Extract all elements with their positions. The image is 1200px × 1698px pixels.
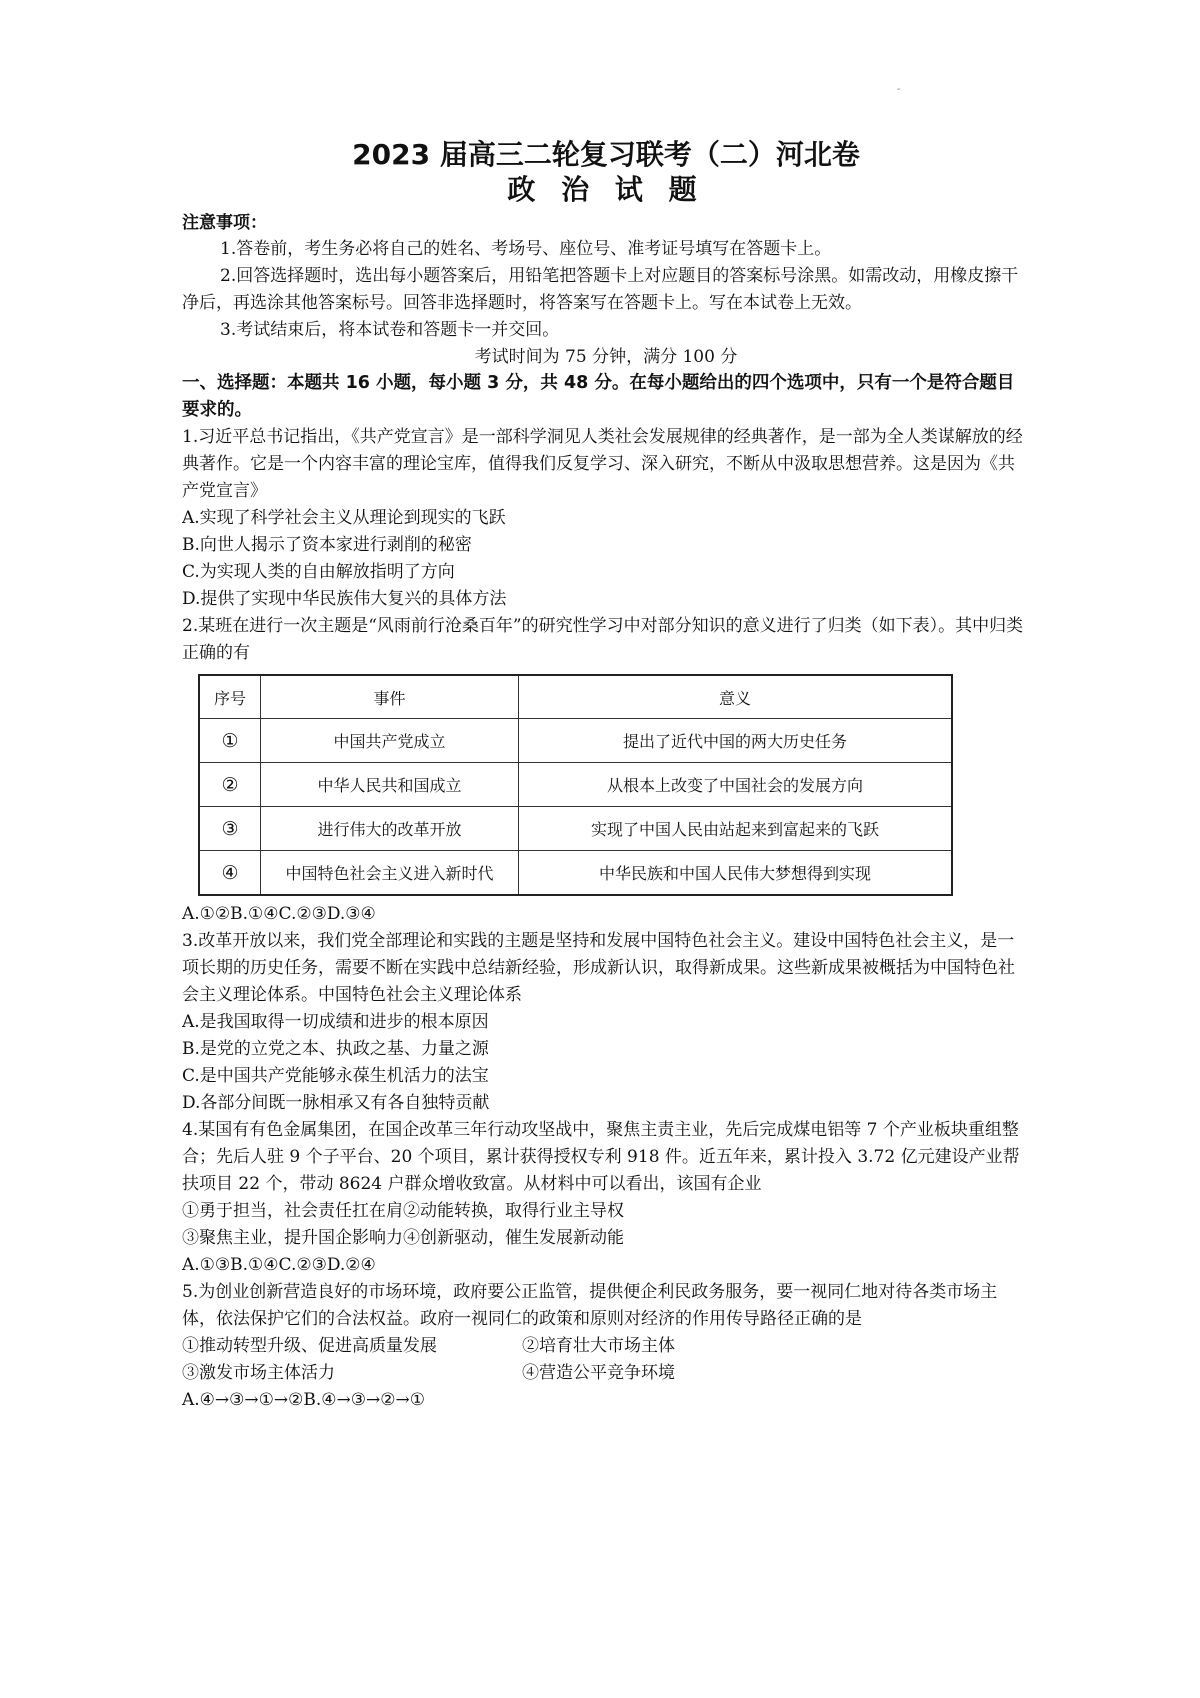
table-cell-meaning: 中华民族和中国人民伟大梦想得到实现	[519, 851, 953, 896]
question-4-items-1: ①勇于担当，社会责任扛在肩②动能转换，取得行业主导权	[182, 1201, 624, 1221]
table-cell-index: ③	[199, 807, 261, 851]
exam-subtitle: 政 治 试 题	[507, 173, 705, 206]
notice-item-1: 1.答卷前，考生务必将自己的姓名、考场号、座位号、准考证号填写在答题卡上。	[220, 239, 832, 259]
exam-title: 2023 届高三二轮复习联考（二）河北卷	[352, 138, 860, 171]
question-1-option-a: A.实现了科学社会主义从理论到现实的飞跃	[182, 508, 506, 528]
question-5-items-row-2	[182, 1360, 1030, 1387]
question-5-answers: A.④→③→①→②B.④→③→②→①	[182, 1390, 425, 1410]
question-2-stem: 2.某班在进行一次主题是“风雨前行沧桑百年”的研究性学习中对部分知识的意义进行了归类（如下表）。其中归类正确的有	[182, 616, 1024, 663]
table-header-meaning: 意义	[519, 675, 953, 719]
table-cell-index: ④	[199, 851, 261, 896]
question-1-option-b: B.向世人揭示了资本家进行剥削的秘密	[182, 535, 472, 555]
table-header-row	[199, 675, 952, 719]
section-1-heading: 一、选择题：本题共 16 小题，每小题 3 分，共 48 分。在每小题给出的四个选项中，只有一个是符合题目要求的。	[182, 373, 1015, 420]
question-5-items-row-1	[182, 1333, 1030, 1360]
question-1-option-c: C.为实现人类的自由解放指明了方向	[182, 562, 455, 582]
table-header-event: 事件	[261, 675, 519, 719]
question-1	[182, 424, 1030, 613]
question-3-option-b: B.是党的立党之本、执政之基、力量之源	[182, 1039, 489, 1059]
table-cell-index: ①	[199, 719, 261, 763]
question-2	[182, 613, 1030, 928]
question-4-items-2: ③聚焦主业，提升国企影响力④创新驱动，催生发展新动能	[182, 1228, 624, 1248]
exam-time: 考试时间为 75 分钟，满分 100 分	[474, 347, 738, 367]
table-cell-event: 中华人民共和国成立	[261, 763, 519, 807]
table-cell-meaning: 实现了中国人民由站起来到富起来的飞跃	[519, 807, 953, 851]
question-3-option-c: C.是中国共产党能够永葆生机活力的法宝	[182, 1066, 489, 1086]
question-3	[182, 928, 1030, 1117]
question-5-item-4: ④营造公平竞争环境	[522, 1363, 675, 1383]
table-cell-event: 中国特色社会主义进入新时代	[261, 851, 519, 896]
question-5-item-2: ②培育壮大市场主体	[522, 1336, 675, 1356]
table-cell-event: 进行伟大的改革开放	[261, 807, 519, 851]
table-cell-meaning: 提出了近代中国的两大历史任务	[519, 719, 953, 763]
table-row	[199, 851, 952, 896]
question-3-option-a: A.是我国取得一切成绩和进步的根本原因	[182, 1012, 489, 1032]
notice-heading: 注意事项：	[182, 213, 267, 233]
question-2-table	[198, 674, 953, 896]
question-3-stem: 3.改革开放以来，我们党全部理论和实践的主题是坚持和发展中国特色社会主义。建设中国特色社会主义，是一项长期的历史任务，需要不断在实践中总结新经验，形成新认识，取得新成果。这些新成果被概括为中国特色社会主义理论体系。中国特色社会主义理论体系	[182, 931, 1015, 1005]
question-4-stem: 4.某国有有色金属集团，在国企改革三年行动攻坚战中，聚焦主责主业，先后完成煤电铝等 7 个产业板块重组整合；先后人驻 9 个子平台、20 个项目，累计获得授权专利 918 件。近五年来，累计投入 3.72 亿元建设产业帮扶项目 22 个，带动 8624 户群众增收致富。从材料中可以看出，该国有企业	[182, 1120, 1020, 1194]
question-1-option-d: D.提供了实现中华民族伟大复兴的具体方法	[182, 589, 507, 609]
table-cell-index: ②	[199, 763, 261, 807]
question-1-stem: 1.习近平总书记指出，《共产党宣言》是一部科学洞见人类社会发展规律的经典著作，是一部为全人类谋解放的经典著作。它是一个内容丰富的理论宝库，值得我们反复学习、深入研究，不断从中汲取思想营养。这是因为《共产党宣言》	[182, 427, 1023, 501]
question-4-answers: A.①③B.①④C.②③D.②④	[182, 1255, 376, 1275]
table-cell-event: 中国共产党成立	[261, 719, 519, 763]
table-row	[199, 719, 952, 763]
table-header-index: 序号	[199, 675, 261, 719]
question-5-item-1: ①推动转型升级、促进高质量发展	[182, 1336, 437, 1356]
notice-block	[182, 210, 1030, 344]
question-5-item-3: ③激发市场主体活力	[182, 1363, 335, 1383]
question-2-answers: A.①②B.①④C.②③D.③④	[182, 904, 376, 924]
question-5-stem: 5.为创业创新营造良好的市场环境，政府要公正监管，提供便企利民政务服务，要一视同仁地对待各类市场主体，依法保护它们的合法权益。政府一视同仁的政策和原则对经济的作用传导路径正确的是	[182, 1282, 998, 1329]
table-cell-meaning: 从根本上改变了中国社会的发展方向	[519, 763, 953, 807]
question-5	[182, 1279, 1030, 1414]
notice-item-3: 3.考试结束后，将本试卷和答题卡一并交回。	[220, 320, 560, 340]
question-4	[182, 1117, 1030, 1279]
corner-mark: -	[897, 84, 901, 95]
table-row	[199, 807, 952, 851]
notice-item-2: 2.回答选择题时，选出每小题答案后，用铅笔把答题卡上对应题目的答案标号涂黑。如需改动，用橡皮擦干净后，再选涂其他答案标号。回答非选择题时，将答案写在答题卡上。写在本试卷上无效。	[182, 266, 1019, 313]
table-row	[199, 763, 952, 807]
question-3-option-d: D.各部分间既一脉相承又有各自独特贡献	[182, 1093, 490, 1113]
